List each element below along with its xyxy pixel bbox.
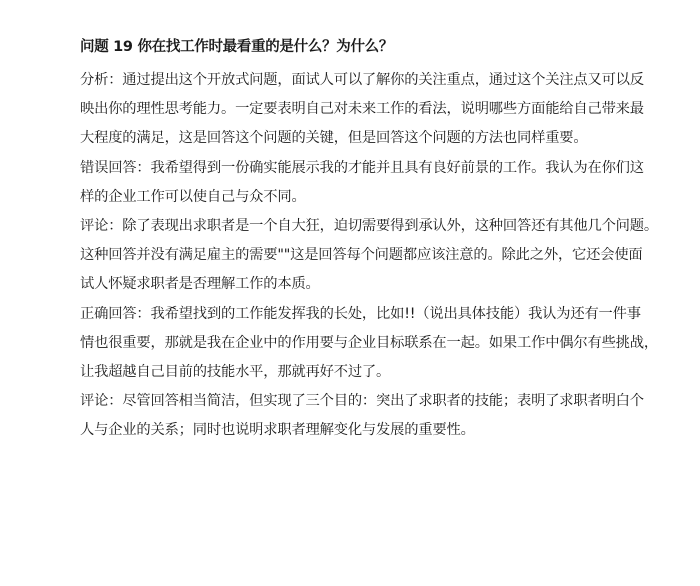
document — [80, 36, 658, 446]
comment-paragraph-2 — [80, 387, 644, 445]
text-line: 人与企业的关系；同时也说明求职者理解变化与发展的重要性。 — [80, 422, 475, 439]
question-title: 问题 19 你在找工作时最看重的是什么？为什么？ — [80, 39, 394, 55]
text-line: 情也很重要，那就是我在企业中的作用要与企业目标联系在一起。如果工作中偶尔有些挑战， — [80, 334, 658, 351]
text-line: 大程度的满足，这是回答这个问题的关键，但是回答这个问题的方法也同样重要。 — [80, 130, 588, 147]
text-line: 这种回答并没有满足雇主的需要""这是回答每个问题都应该注意的。除此之外，它还会使面 — [80, 247, 643, 264]
comment-paragraph-1 — [80, 212, 658, 300]
text-line: 让我超越自己目前的技能水平，那就再好不过了。 — [80, 364, 391, 381]
text-line: 错误回答：我希望得到一份确实能展示我的才能并且具有良好前景的工作。我认为在你们这 — [80, 159, 644, 176]
correct-answer-paragraph — [80, 300, 658, 388]
text-line: 正确回答：我希望找到的工作能发挥我的长处，比如!!（说出具体技能）我认为还有一件事 — [80, 305, 641, 322]
wrong-answer-paragraph — [80, 154, 644, 212]
text-line: 映出你的理性思考能力。一定要表明自己对未来工作的看法，说明哪些方面能给自己带来最 — [80, 101, 644, 118]
text-line: 分析：通过提出这个开放式问题，面试人可以了解你的关注重点，通过这个关注点又可以反 — [80, 72, 644, 88]
text-line: 试人怀疑求职者是否理解工作的本质。 — [80, 276, 320, 293]
analysis-paragraph — [80, 66, 644, 154]
text-line: 评论：尽管回答相当简洁，但实现了三个目的：突出了求职者的技能；表明了求职者明白个 — [80, 393, 644, 410]
text-line: 评论：除了表现出求职者是一个自大狂，迫切需要得到承认外，这种回答还有其他几个问题。 — [80, 218, 658, 235]
text-line: 样的企业工作可以使自己与众不同。 — [80, 188, 306, 205]
